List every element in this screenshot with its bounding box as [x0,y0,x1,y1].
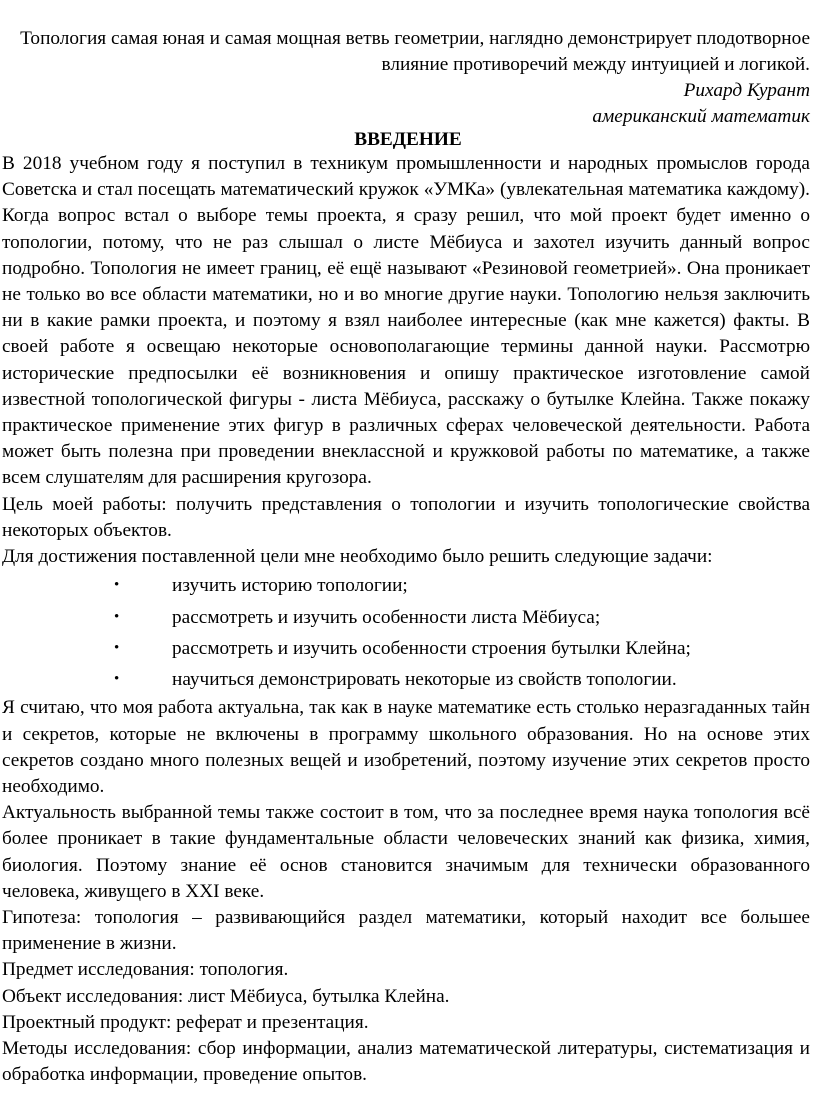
subject-line: Предмет исследования: топология. [2,959,289,981]
intro-paragraph: В 2018 учебном году я поступил в техникум промышленности и народных промыслов города Советска и стал посещать математический кружок «УМКа» (увлекательная математика каждому). Когда вопрос встал о выборе темы проекта, я сразу решил, что мой проект будет именно о топологии, потому, что не раз слышал о листе Мёбиуса и захотел изучить данный вопрос подробно. Топология не имеет границ, её ещё называют «Резиновой геометрией». Она проникает не только во все области математики, но и во многие другие науки. Топологию нельзя заключить ни в какие рамки проекта, и поэтому я взял наиболее интересные (как мне кажется) факты. В своей работе я освещаю некоторые основополагающие термины данной науки. Рассмотрю исторические предпосылки её возникновения и опишу практическое изготовление самой известной топологической фигуры - листа Мёбиуса, расскажу о бутылке Клейна. Также покажу практическое применение этих фигур в различных сферах человеческой деятельности. Работа может быть полезна при проведении внеклассной и кружковой работы по математике, а также всем слушателям для расширения кругозора. [2,153,810,489]
tasks-list [2,570,810,695]
list-item [2,633,810,664]
epigraph-author-role: американский математик [592,106,810,127]
epigraph-quote: Топология самая юная и самая мощная ветвь геометрии, наглядно демонстрирует плодотворное влияние противоречий между интуицией и логикой. [20,28,810,75]
task-text: изучить историю топологии; [172,575,408,597]
bullet-icon: • [114,577,120,594]
object-line: Объект исследования: лист Мёбиуса, бутылка Клейна. [2,985,450,1007]
section-body [2,151,810,1088]
goal-paragraph: Цель моей работы: получить представления о топологии и изучить топологические свойства некоторых объектов. [2,493,810,541]
list-item [2,570,810,601]
task-text: рассмотреть и изучить особенности строения бутылки Клейна; [172,637,691,659]
tasks-intro-paragraph: Для достижения поставленной цели мне необходимо было решить следующие задачи: [2,546,713,568]
bullet-icon: • [114,608,120,625]
task-text: рассмотреть и изучить особенности листа Мёбиуса; [172,606,601,628]
methods-paragraph: Методы исследования: сбор информации, анализ математической литературы, систематизация и обработка информации, проведение опытов. [2,1038,810,1086]
section-heading: ВВЕДЕНИЕ [354,129,462,150]
epigraph-author: Рихард Курант [683,80,810,101]
epigraph [0,26,810,130]
product-line: Проектный продукт: реферат и презентация. [2,1011,369,1033]
list-item [2,602,810,633]
hypothesis-paragraph: Гипотеза: топология – развивающийся раздел математики, который находит все большее применение в жизни. [2,907,810,955]
relevance-paragraph-2: Актуальность выбранной темы также состоит в том, что за последнее время наука топология всё более проникает в такие фундаментальные области человеческих знаний как физика, химия, биология. Поэтому знание её основ становится значимым для технически образованного человека, живущего в XXI веке. [2,802,810,902]
list-item [2,664,810,695]
task-text: научиться демонстрировать некоторые из свойств топологии. [172,669,677,691]
bullet-icon: • [114,639,120,656]
bullet-icon: • [114,671,120,688]
relevance-paragraph: Я считаю, что моя работа актуальна, так как в науке математике есть столько неразгаданных тайн и секретов, которые не включены в программу школьного образования. Но на основе этих секретов создано много полезных вещей и изобретений, поэтому изучение этих секретов просто необходимо. [2,697,810,798]
